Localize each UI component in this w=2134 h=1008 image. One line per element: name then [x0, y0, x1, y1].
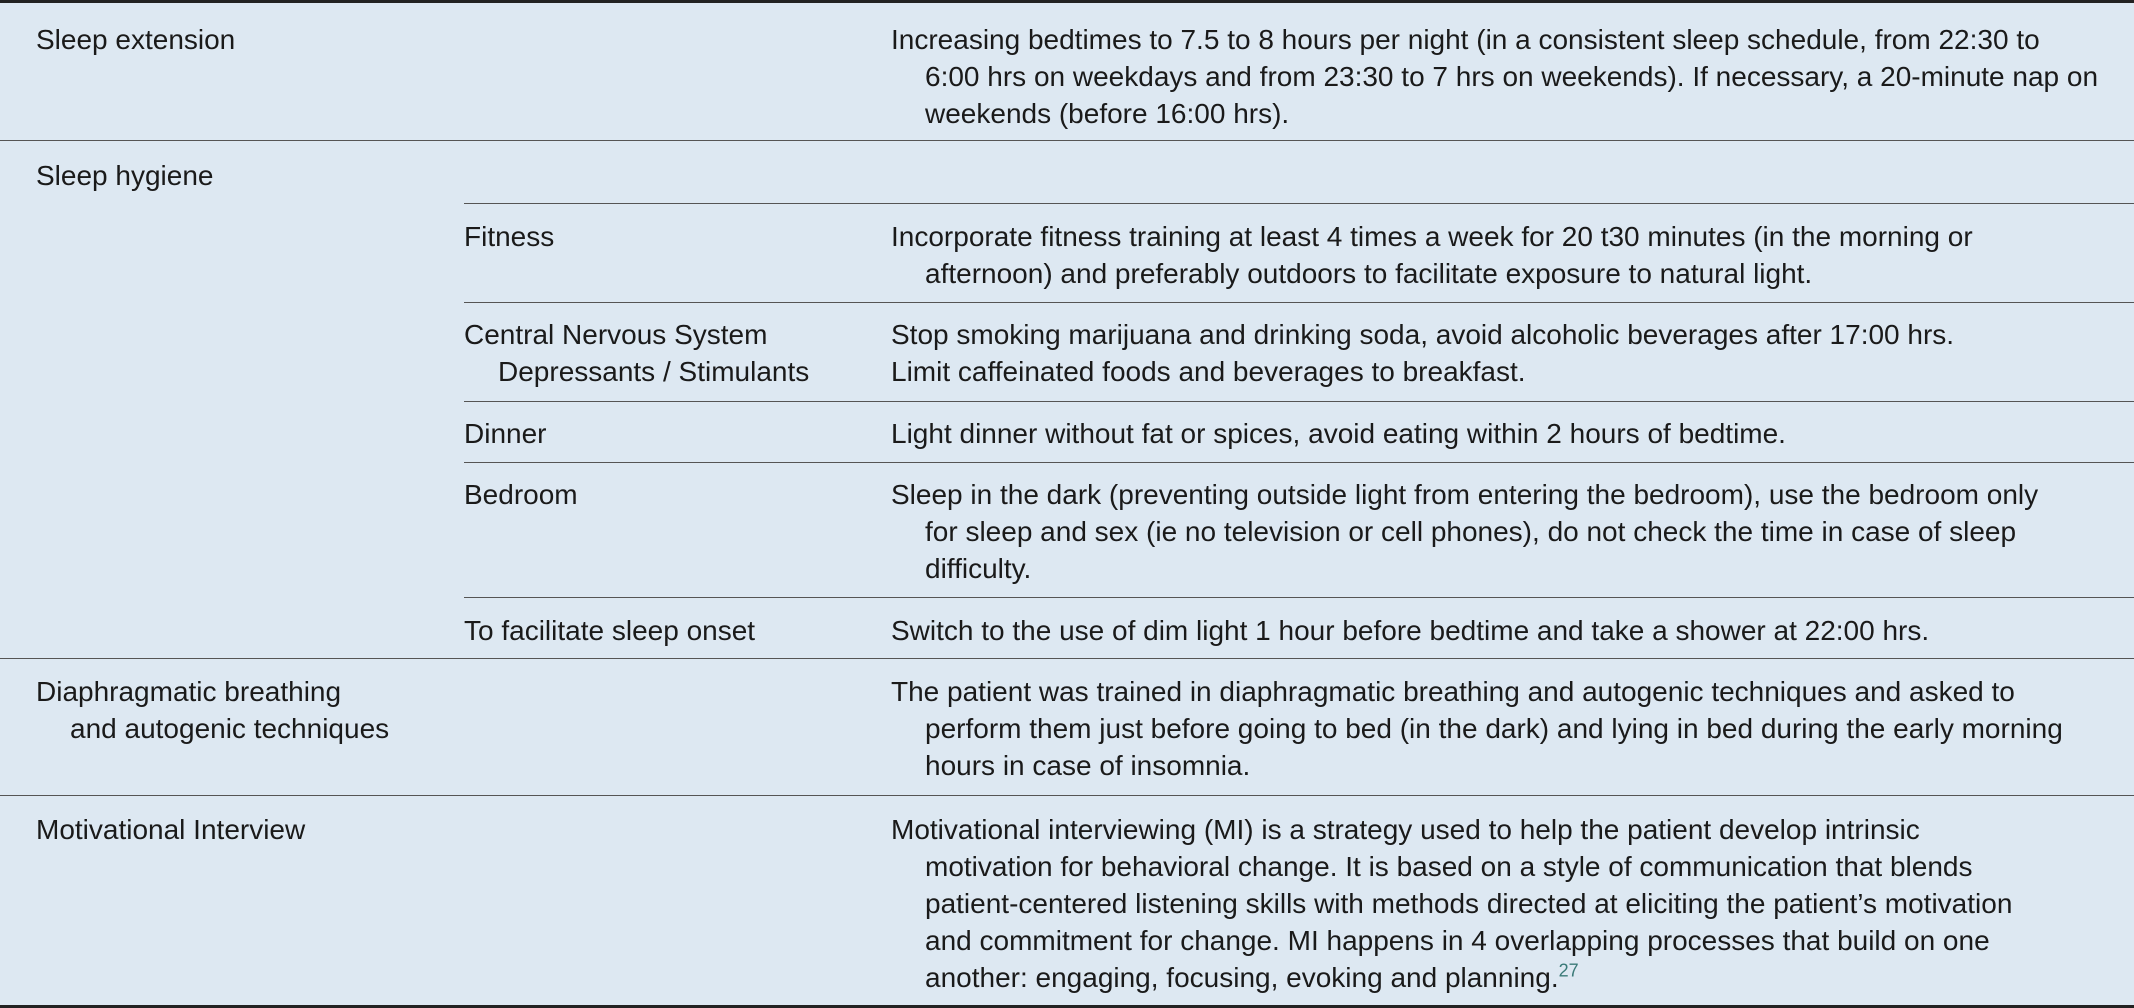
- desc-line: The patient was trained in diaphragmatic breathing and autogenic techniques and asked to: [891, 676, 2015, 707]
- category-sleep-hygiene: Sleep hygiene: [36, 160, 214, 191]
- description-cns: [891, 316, 2106, 390]
- cat-line: and autogenic techniques: [70, 713, 390, 744]
- category-motivational-interview: Motivational Interview: [36, 814, 306, 845]
- desc-line: afternoon) and preferably outdoors to facilitate exposure to natural light.: [925, 258, 1813, 289]
- desc-line: 6:00 hrs on weekdays and from 23:30 to 7 hrs on weekends). If necessary, a 20-minute nap on: [925, 61, 2099, 92]
- description-sleep-extension: [891, 21, 2106, 132]
- description-motivational-interview: [891, 811, 2106, 996]
- row-divider: [0, 658, 2134, 659]
- desc-line: motivation for behavioral change. It is based on a style of communication that blends: [925, 851, 1973, 882]
- desc-line: Switch to the use of dim light 1 hour before bedtime and take a shower at 22:00 hrs.: [891, 615, 1930, 646]
- desc-line: Incorporate fitness training at least 4 times a week for 20 t30 minutes (in the morning or: [891, 221, 1973, 252]
- desc-line: for sleep and sex (ie no television or cell phones), do not check the time in case of sleep: [925, 516, 2017, 547]
- desc-line: Stop smoking marijuana and drinking soda, avoid alcoholic beverages after 17:00 hrs.: [891, 319, 1955, 350]
- cat-line: Diaphragmatic breathing: [36, 676, 342, 707]
- subrow-divider: [464, 462, 2134, 463]
- subcategory-dinner: Dinner: [464, 418, 547, 449]
- desc-line: Limit caffeinated foods and beverages to breakfast.: [891, 356, 1526, 387]
- desc-line: Light dinner without fat or spices, avoid eating within 2 hours of bedtime.: [891, 418, 1786, 449]
- description-sleep-onset: [891, 612, 2106, 649]
- subrow-divider: [464, 203, 2134, 204]
- desc-line-text: another: engaging, focusing, evoking and planning.: [925, 962, 1559, 993]
- subcategory-sleep-onset: To facilitate sleep onset: [464, 615, 756, 646]
- citation-reference[interactable]: 27: [1558, 960, 1579, 981]
- category-sleep-extension: Sleep extension: [36, 24, 236, 55]
- row-divider: [0, 140, 2134, 141]
- desc-line: Increasing bedtimes to 7.5 to 8 hours per night (in a consistent sleep schedule, from 22:30 to: [891, 24, 2040, 55]
- description-fitness: [891, 218, 2106, 292]
- desc-line: hours in case of insomnia.: [925, 750, 1251, 781]
- subrow-divider: [464, 401, 2134, 402]
- desc-line: weekends (before 16:00 hrs).: [925, 98, 1290, 129]
- category-diaphragmatic-breathing: [36, 673, 389, 747]
- sub-line: Central Nervous System: [464, 319, 768, 350]
- desc-line-last: [891, 959, 2106, 996]
- description-bedroom: [891, 476, 2106, 587]
- subcategory-bedroom: Bedroom: [464, 479, 578, 510]
- desc-line: and commitment for change. MI happens in 4 overlapping processes that build on one: [925, 925, 1990, 956]
- description-diaphragmatic-breathing: [891, 673, 2106, 784]
- desc-line: difficulty.: [925, 553, 1032, 584]
- row-divider: [0, 795, 2134, 796]
- desc-line: Sleep in the dark (preventing outside light from entering the bedroom), use the bedroom only: [891, 479, 2039, 510]
- desc-line: Motivational interviewing (MI) is a strategy used to help the patient develop intrinsic: [891, 814, 1920, 845]
- description-dinner: [891, 415, 2106, 452]
- subrow-divider: [464, 302, 2134, 303]
- desc-line: patient-centered listening skills with methods directed at eliciting the patient’s motivation: [925, 888, 2013, 919]
- desc-line: perform them just before going to bed (in the dark) and lying in bed during the early morning: [925, 713, 2063, 744]
- sub-line: Depressants / Stimulants: [498, 356, 810, 387]
- subcategory-fitness: Fitness: [464, 221, 555, 252]
- subrow-divider: [464, 597, 2134, 598]
- subcategory-cns: [464, 316, 809, 390]
